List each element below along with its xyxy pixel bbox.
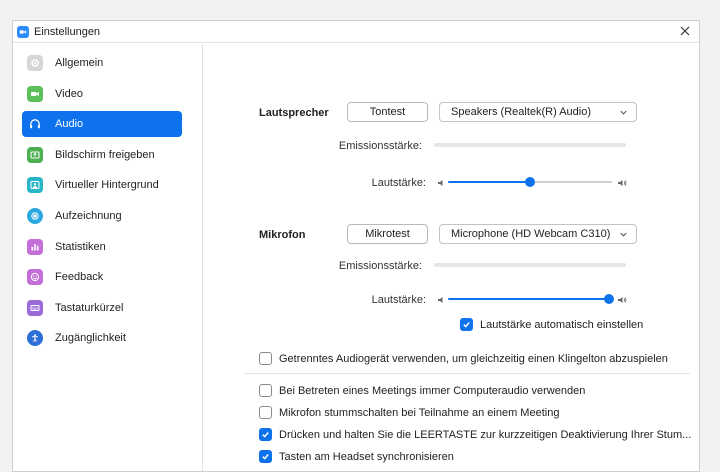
checkbox-box [460,318,473,331]
settings-window [12,20,700,472]
sidebar-item-label: Feedback [55,271,104,284]
option-label: Mikrofon stummschalten bei Teilnahme an einem Meeting [279,406,560,419]
sidebar-item-label: Audio [55,118,84,131]
close-button[interactable] [677,23,693,39]
sidebar-item-video[interactable] [22,81,182,107]
speaker-device-select[interactable] [439,102,637,122]
checkbox-box [259,352,272,365]
sidebar-item-tastaturkuerzel[interactable] [22,295,182,321]
sidebar-item-label: Video [55,87,83,100]
statistics-icon [27,239,43,255]
smiley-icon [27,269,43,285]
option-label: Bei Betreten eines Meetings immer Computeraudio verwenden [279,384,586,397]
speaker-device-value: Speakers (Realtek(R) Audio) [451,106,592,118]
chevron-down-icon [619,108,628,117]
auto-adjust-volume-checkbox[interactable] [460,318,643,331]
auto-adjust-volume-label: Lautstärke automatisch einstellen [480,318,644,331]
sidebar-item-label: Virtueller Hintergrund [55,179,159,192]
sidebar-item-virtueller-hintergrund[interactable] [22,172,182,198]
option-label: Drücken und halten Sie die LEERTASTE zur kurzzeitigen Deaktivierung Ihrer Stum... [279,428,692,441]
checkmark-icon [462,320,471,329]
speaker-output-level-meter [434,143,626,147]
checkmark-icon [261,430,270,439]
microphone-input-level-meter [434,263,626,267]
sidebar-item-statistiken[interactable] [22,234,182,260]
sidebar-item-label: Bildschirm freigeben [55,148,155,161]
slider-thumb[interactable] [604,294,614,304]
checkbox-box [259,450,272,463]
volume-low-icon [436,178,446,188]
sidebar-item-feedback[interactable] [22,264,182,290]
window-title: Einstellungen [34,25,101,38]
option-label: Getrenntes Audiogerät verwenden, um gleichzeitig einen Klingelton abzuspielen [279,352,668,365]
microphone-volume-label: Lautstärke: [371,294,426,306]
section-divider [244,373,690,374]
sidebar-item-aufzeichnung[interactable] [22,203,182,229]
chevron-down-icon [619,230,628,239]
sync-headset-buttons-checkbox[interactable] [259,450,454,463]
option-label: Tasten am Headset synchronisieren [279,450,454,463]
join-computer-audio-checkbox[interactable] [259,384,585,397]
zoom-app-icon [17,26,29,38]
video-camera-icon [27,86,43,102]
volume-low-icon [436,295,446,305]
sidebar-item-zugaenglichkeit[interactable] [22,325,182,351]
title-bar [13,21,699,43]
checkbox-box [259,384,272,397]
checkbox-box [259,428,272,441]
sidebar-item-label: Aufzeichnung [55,209,122,222]
accessibility-icon [27,330,43,346]
audio-settings-panel [204,44,699,471]
separate-audio-device-checkbox[interactable] [259,352,668,365]
keyboard-icon [27,300,43,316]
speaker-section-label: Lautsprecher [259,107,329,119]
push-to-talk-checkbox[interactable] [259,428,691,441]
volume-high-icon [617,295,627,305]
test-speaker-button[interactable]: Tontest [347,102,428,122]
gear-icon [27,55,43,71]
slider-thumb[interactable] [525,177,535,187]
settings-sidebar [13,44,203,471]
checkmark-icon [261,452,270,461]
sidebar-item-label: Zugänglichkeit [55,332,126,345]
volume-high-icon [617,178,627,188]
slider-fill [448,298,609,300]
slider-fill [448,181,530,183]
speaker-volume-label: Lautstärke: [371,177,426,189]
mute-on-join-checkbox[interactable] [259,406,559,419]
microphone-device-value: Microphone (HD Webcam C310) [451,228,611,240]
checkbox-box [259,406,272,419]
sidebar-item-label: Statistiken [55,240,106,253]
microphone-input-level-label: Emissionsstärke: [338,260,422,272]
sidebar-item-audio[interactable] [22,111,182,137]
sidebar-item-label: Allgemein [55,57,104,69]
record-icon [27,208,43,224]
virtual-background-icon [27,177,43,193]
test-microphone-button[interactable]: Mikrotest [347,224,428,244]
microphone-device-select[interactable] [439,224,637,244]
sidebar-item-bildschirm-freigeben[interactable] [22,142,182,168]
microphone-volume-slider[interactable] [448,292,612,306]
close-icon [680,26,690,36]
screen-share-icon [27,147,43,163]
sidebar-item-allgemein[interactable] [22,50,182,76]
speaker-volume-slider[interactable] [448,175,612,189]
microphone-section-label: Mikrofon [259,229,306,241]
speaker-output-level-label: Emissionsstärke: [338,140,422,152]
headphones-icon [27,116,43,132]
sidebar-item-label: Tastaturkürzel [55,301,124,314]
